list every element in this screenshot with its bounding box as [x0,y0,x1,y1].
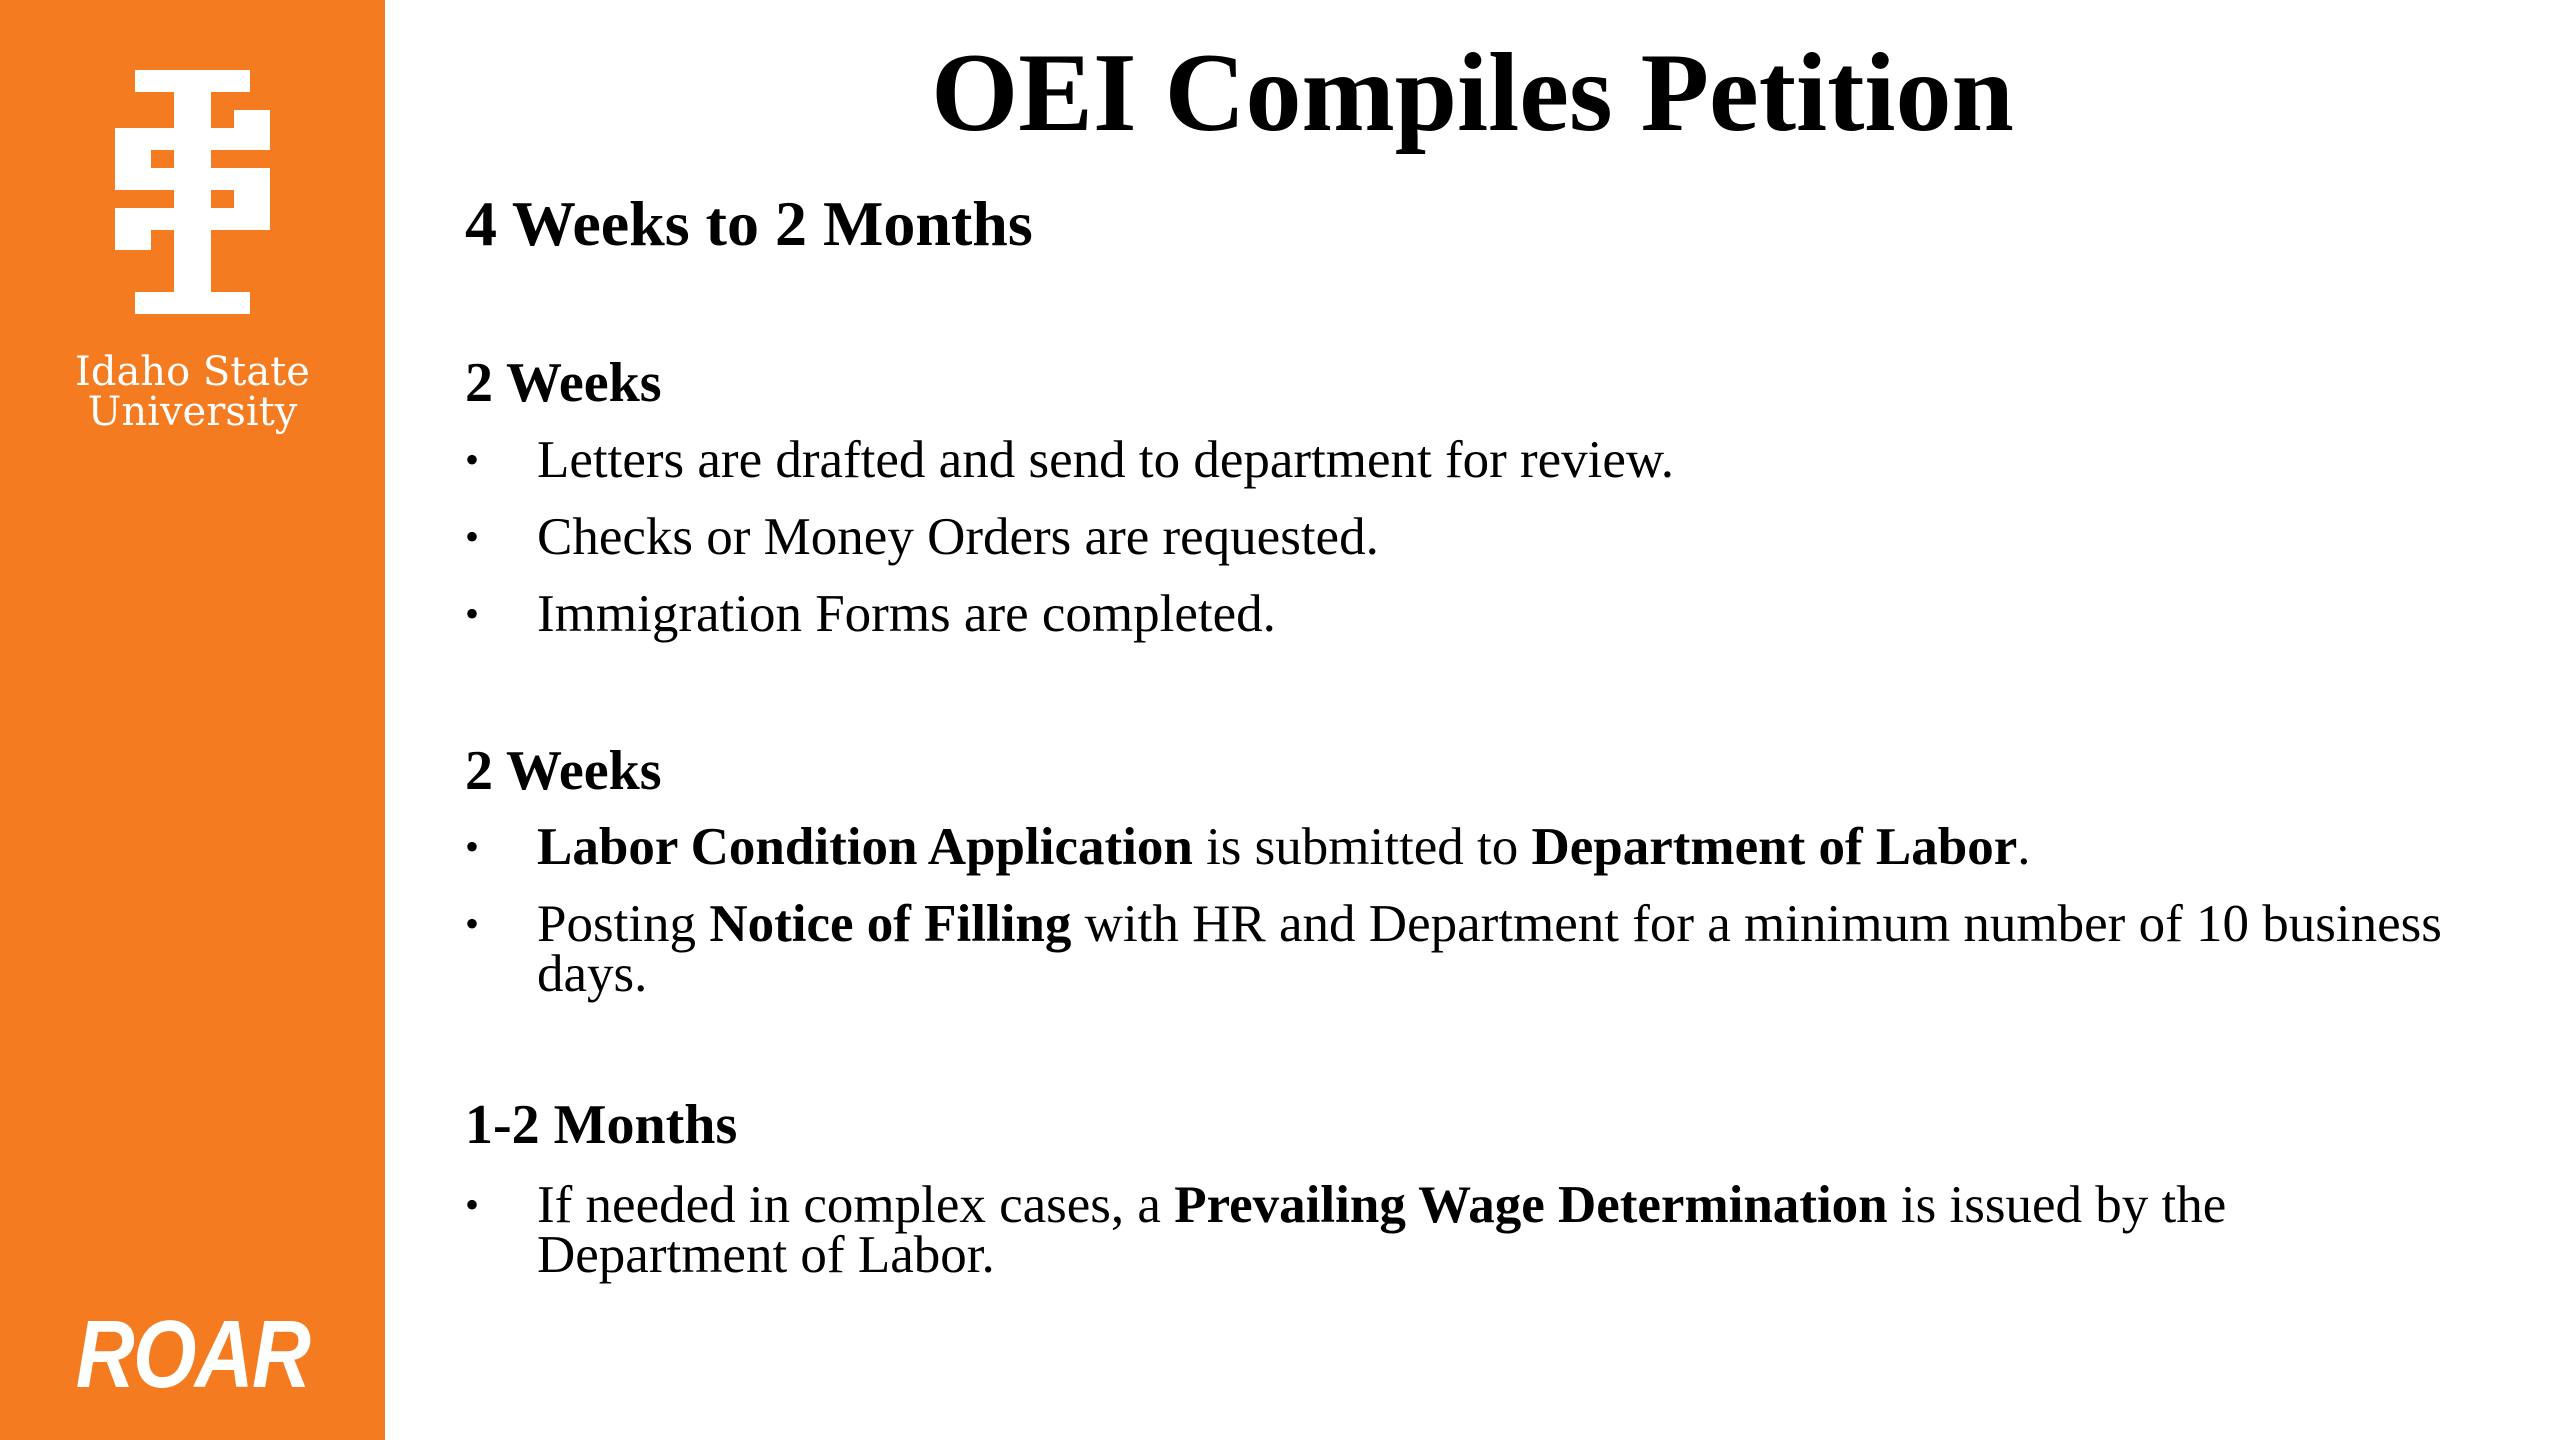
bullet-dot: • [465,901,480,946]
bullet-dot: • [465,514,480,559]
list-item-text: Posting [537,895,710,953]
list-item-text: If needed in complex cases, a [537,1176,1175,1234]
emphasis-text: Department of Labor [1531,818,2018,876]
bullet-list [465,818,2465,1003]
list-item [465,895,2465,1003]
slide-title: OEI Compiles Petition [931,31,2014,155]
brand-sidebar [0,0,385,1440]
list-item-text: Immigration Forms are completed. [537,585,1276,643]
emphasis-text: Labor Condition Application [537,818,1193,876]
bullet-dot: • [465,591,480,636]
list-item [465,585,2465,643]
list-item-text: . [2017,818,2031,876]
section-heading: 2 Weeks [465,352,662,414]
university-name-line-2: University [87,389,298,435]
bullet-list [465,1176,2465,1284]
list-item-text: with HR and Department for a minimum number of 10 business days. [537,895,2442,1003]
section-heading: 2 Weeks [465,740,662,802]
list-item-text: is issued by the Department of Labor. [537,1176,2227,1284]
roar-tagline: ROAR [75,1301,310,1408]
list-item-text: Letters are drafted and send to department for review. [537,431,1675,489]
list-item-text: is submitted to [1192,818,1532,876]
timeline-total-heading: 4 Weeks to 2 Months [465,188,1033,259]
list-item [465,818,2465,876]
bullet-dot: • [465,1182,480,1227]
bullet-dot: • [465,824,480,869]
list-item-text: Checks or Money Orders are requested. [537,508,1379,566]
bullet-dot: • [465,437,480,482]
university-name-line-1: Idaho State [75,349,310,395]
emphasis-text: Prevailing Wage Determination [1174,1176,1888,1234]
isu-monogram-icon [110,70,275,315]
section-heading: 1-2 Months [465,1094,738,1156]
list-item [465,431,2465,489]
list-item [465,1176,2465,1284]
bullet-list [465,431,2465,643]
list-item [465,508,2465,566]
emphasis-text: Notice of Filling [709,895,1072,953]
